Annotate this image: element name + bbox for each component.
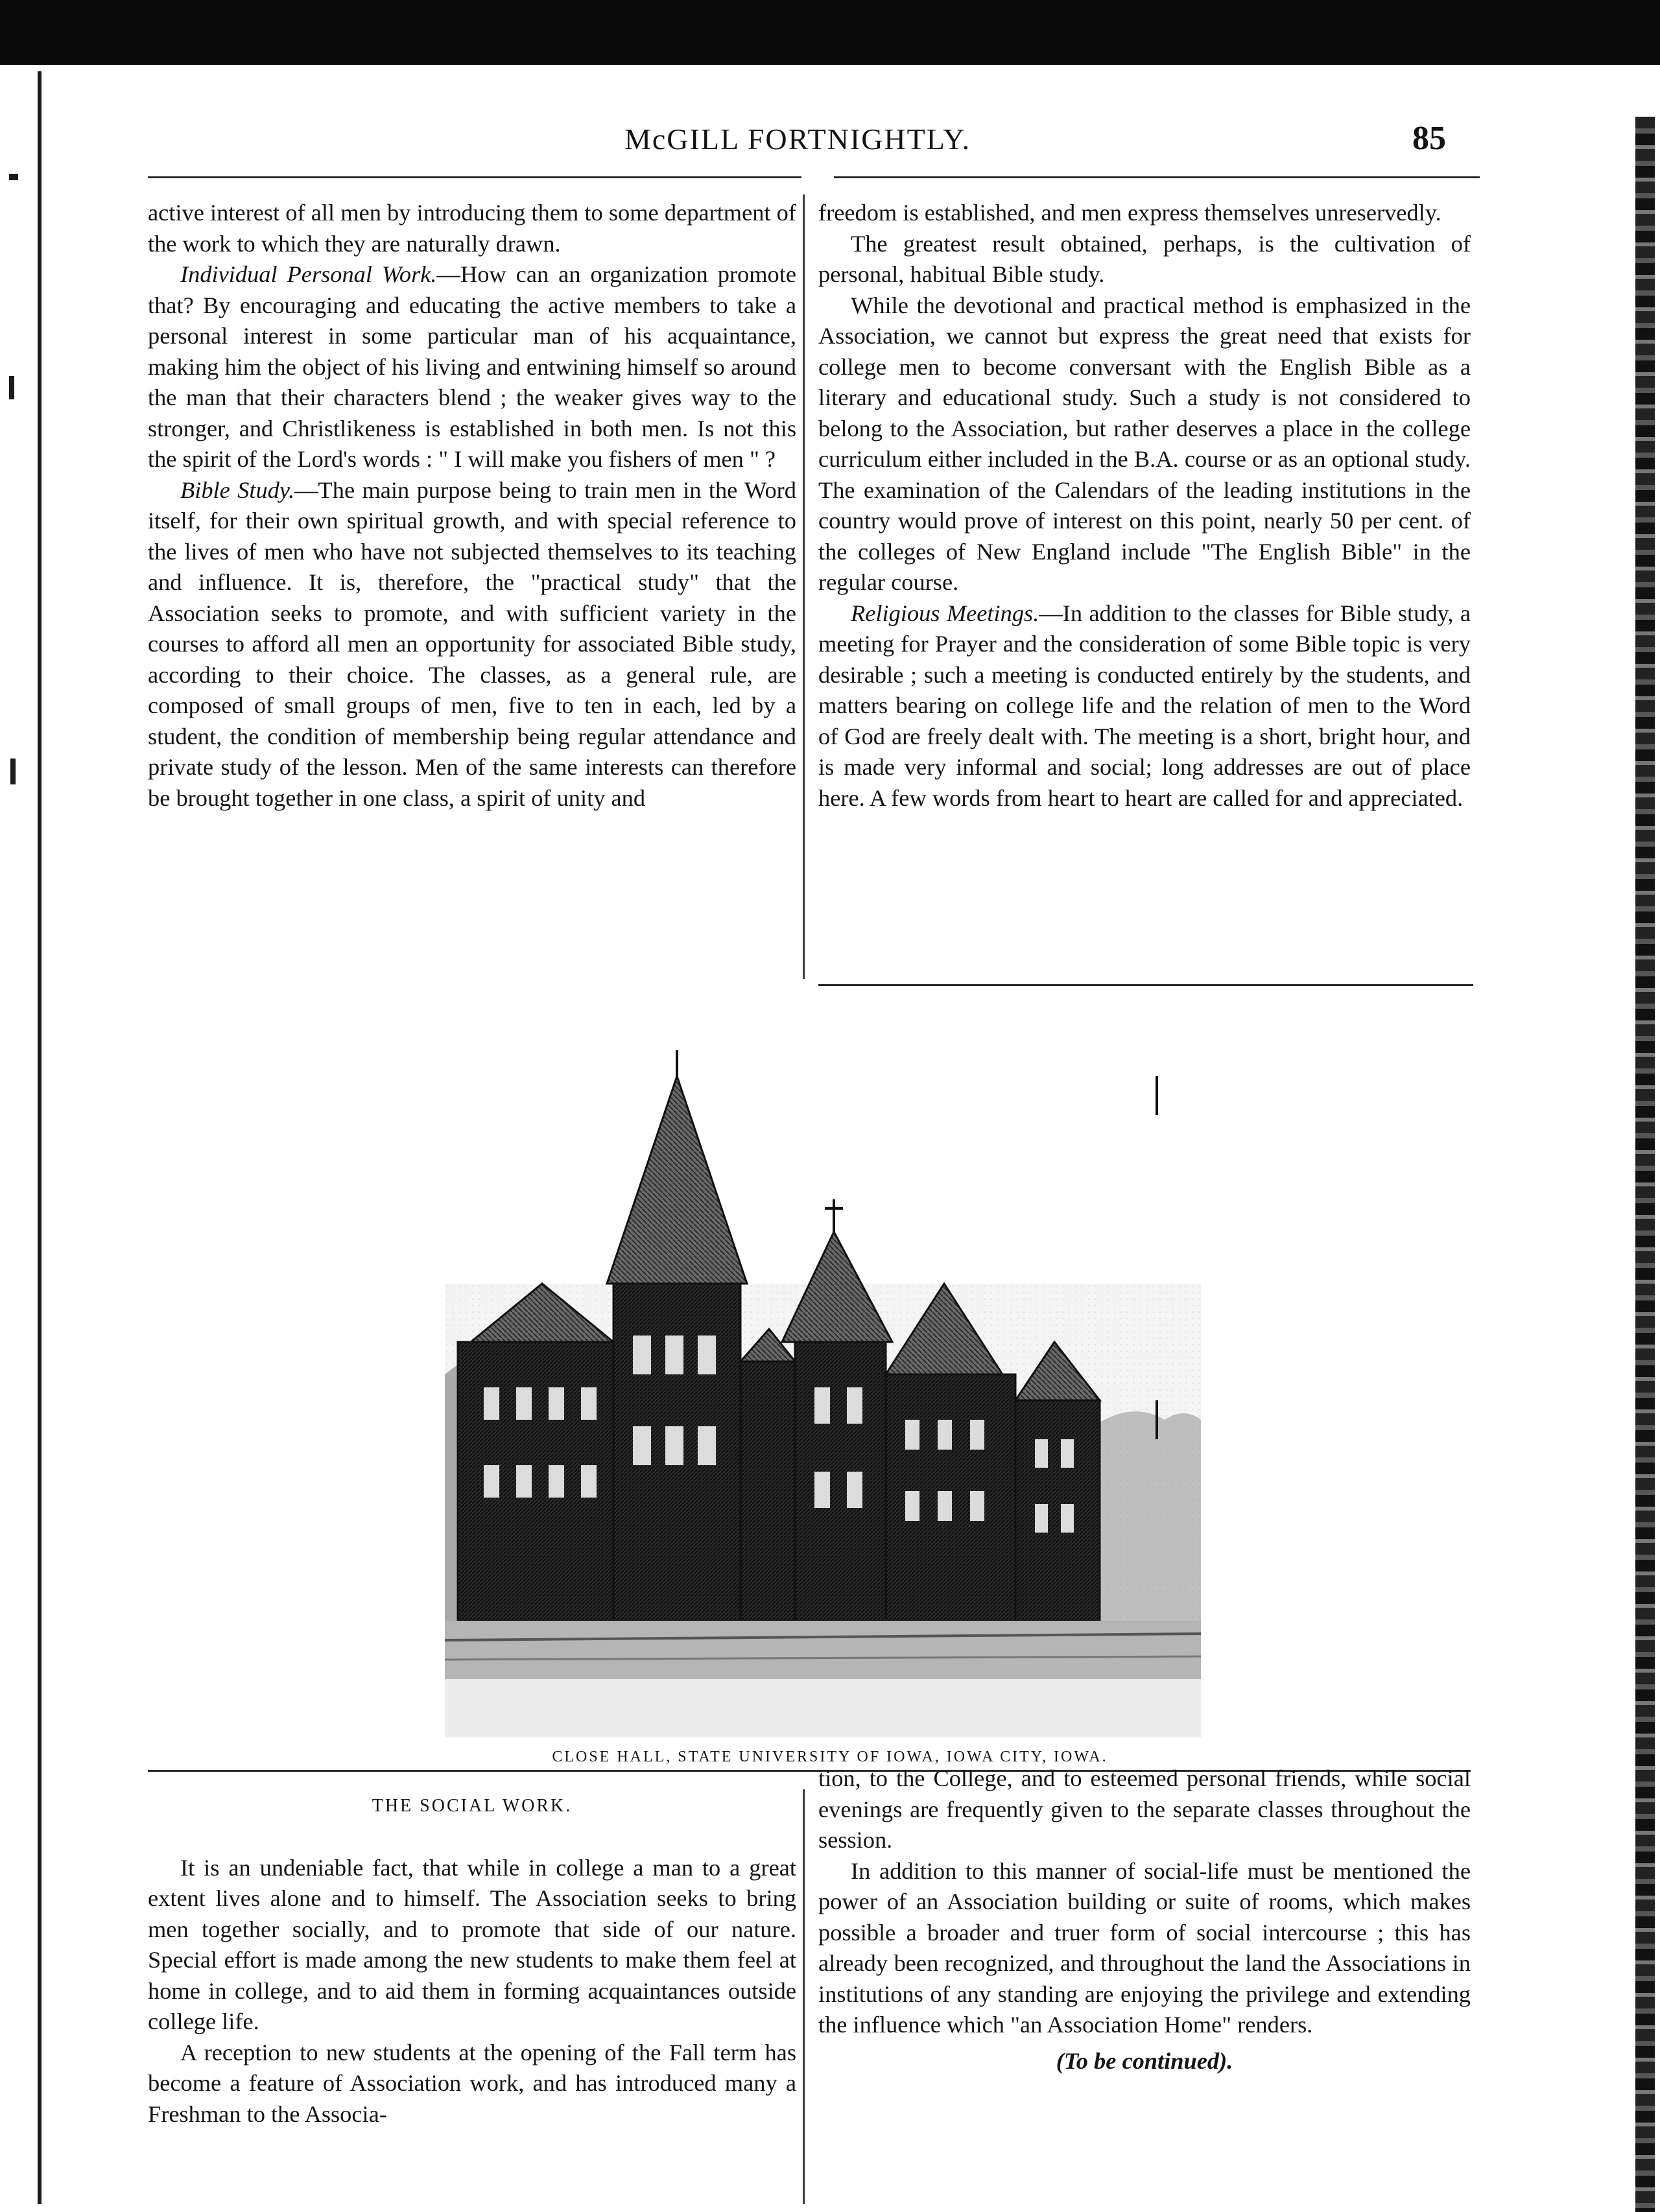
bottom-left-column <box>148 1791 796 2130</box>
paragraph: tion, to the College, and to esteemed personal friends, while social evenings are frequently given to the separate classes throughout the session. <box>818 1765 1471 1853</box>
column-divider <box>803 194 805 979</box>
paragraph: A reception to new students at the opening of the Fall term has become a feature of Association work, and has introduced many a Freshman to the Associa- <box>148 2039 796 2127</box>
scan-edge-mark <box>9 174 18 180</box>
run-in-heading: Religious Meetings. <box>851 600 1039 626</box>
section-rule <box>818 984 1473 986</box>
paragraph-text: —The main purpose being to train men in the Word itself, for their own spiritual growth, and with special reference to the lives of men who have not subjected themselves to its teaching and influence. It is, therefore, the "practical study" that the Association seeks to promote, and with sufficient variety in the courses to afford all men an opportunity for associated Bible study, according to their choice. The classes, as a general rule, are composed of small groups of men, five to ten in each, led by a student, the condition of membership being regular attendance and private study of the lesson. Men of the same interests can therefore be brought together in one class, a spirit of unity and <box>148 477 796 811</box>
paragraph <box>148 475 796 814</box>
top-right-column <box>818 198 1471 814</box>
paragraph: While the devotional and practical method is emphasized in the Association, we cannot but express the great need that exists for college men to become conversant with the English Bible as a literary and educational study. Such a study is not considered to belong to the Association, but rather deserves a place in the college curriculum either included in the B.A. course or as an optional study. The examination of the Calendars of the leading institutions in the country would prove of interest on this point, nearly 50 per cent. of the colleges of New England include "The English Bible" in the regular course. <box>818 292 1471 595</box>
header-rule-left <box>148 176 801 178</box>
paragraph: The greatest result obtained, perhaps, is the cultivation of personal, habitual Bible study. <box>818 230 1471 287</box>
running-title: McGILL FORTNIGHTLY. <box>624 123 971 156</box>
paragraph: It is an undeniable fact, that while in college a man to a great extent lives alone and to himself. The Association seeks to bring men together socially, and to promote that side of our nature. Special effort is made among the new students to make them feel at home in college, and to aid them in forming acquaintances outside college life. <box>148 1854 796 2034</box>
scan-top-band <box>0 0 1660 65</box>
column-divider <box>803 1789 805 2204</box>
paragraph <box>148 259 796 475</box>
section-heading: THE SOCIAL WORK. <box>372 1796 573 1816</box>
paragraph-text: —In addition to the classes for Bible study, a meeting for Prayer and the consideration of some Bible topic is very desirable ; such a meeting is conducted entirely by the students, and matters bearing on college life and the relation of men to the Word of God are freely dealt with. The meeting is a short, bright hour, and is made very informal and social; long addresses are out of place here. A few words from heart to heart are called for and appreciated. <box>818 600 1471 811</box>
scan-left-edge <box>38 71 42 2204</box>
paragraph: In addition to this manner of social-life must be mentioned the power of an Association building or suite of rooms, which makes possible a broader and truer form of social intercourse ; this has already been recognized, and throughout the land the Associations in institutions of any standing are enjoying the privilege and extending the influence which "an Association Home" renders. <box>818 1857 1471 2038</box>
page-number: 85 <box>1412 120 1446 157</box>
run-in-heading: Bible Study. <box>180 477 295 503</box>
top-left-column <box>148 198 796 814</box>
illustration-caption: CLOSE HALL, STATE UNIVERSITY OF IOWA, IOWA CITY, IOWA. <box>552 1748 1108 1765</box>
header-rule-right <box>834 176 1480 178</box>
bottom-right-column <box>818 1763 1471 2077</box>
paragraph: active interest of all men by introducing them to some department of the work to which they are naturally drawn. <box>148 200 796 257</box>
scan-edge-mark <box>10 759 16 784</box>
page-header <box>149 122 1446 167</box>
paragraph <box>818 598 1471 814</box>
paragraph: freedom is established, and men express themselves unreservedly. <box>818 200 1441 226</box>
continuation-note: (To be continued). <box>1056 2047 1233 2074</box>
scan-edge-mark <box>9 376 14 399</box>
run-in-heading: Individual Personal Work. <box>180 261 437 287</box>
close-hall-illustration <box>445 1037 1201 1737</box>
scan-right-edge <box>1635 117 1655 2212</box>
paragraph-text: —How can an organization promote that? By encouraging and educating the active members to take a personal interest in some particular man of his acquaintance, making him the object of his living and entwining himself so around the man that their characters blend ; the weaker gives way to the stronger, and Christlikeness is established in both men. Is not this the spirit of the Lord's words : " I will make you fishers of men " ? <box>148 261 796 472</box>
